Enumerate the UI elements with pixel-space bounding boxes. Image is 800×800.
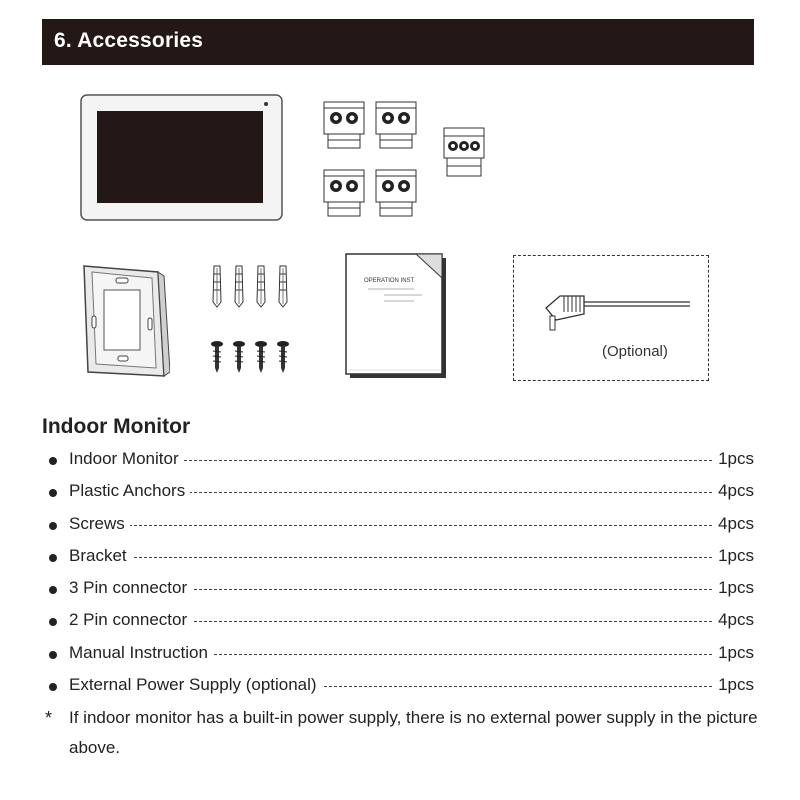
bullet-icon	[49, 489, 57, 497]
bullet-icon	[49, 683, 57, 691]
power-supply-box	[513, 255, 709, 381]
bullet-icon	[49, 586, 57, 594]
list-item	[42, 542, 762, 574]
item-quantity: 1pcs	[714, 643, 754, 663]
list-item	[42, 477, 762, 509]
section-header-title: 6. Accessories	[54, 29, 204, 52]
item-quantity: 1pcs	[714, 675, 754, 695]
item-label: 3 Pin connector	[69, 578, 192, 598]
item-quantity: 1pcs	[714, 449, 754, 469]
item-label: Bracket	[69, 546, 132, 566]
two-pin-connectors-image	[322, 100, 422, 222]
bullet-icon	[49, 651, 57, 659]
item-label: Indoor Monitor	[69, 449, 184, 469]
list-item	[42, 606, 762, 638]
list-item	[42, 574, 762, 606]
manual-cover-title: OPERATION INST	[364, 278, 415, 284]
plastic-anchors-image	[206, 264, 300, 308]
item-label: Manual Instruction	[69, 643, 213, 663]
item-quantity: 4pcs	[714, 481, 754, 501]
bullet-icon	[49, 522, 57, 530]
list-item	[42, 510, 762, 542]
indoor-monitor-image	[80, 94, 284, 222]
section-title: Indoor Monitor	[42, 415, 191, 438]
item-label: Screws	[69, 514, 130, 534]
three-pin-connector-image	[442, 126, 488, 182]
manual-instruction-image	[344, 252, 450, 382]
item-quantity: 1pcs	[714, 546, 754, 566]
bracket-image	[78, 262, 170, 380]
item-label: Plastic Anchors	[69, 481, 190, 501]
list-item	[42, 671, 762, 703]
leader-dashes	[69, 557, 712, 558]
accessory-list	[42, 445, 762, 703]
item-quantity: 4pcs	[714, 514, 754, 534]
section-header-bar	[42, 19, 754, 65]
bullet-icon	[49, 457, 57, 465]
screws-image	[206, 340, 300, 374]
list-item	[42, 639, 762, 671]
item-quantity: 1pcs	[714, 578, 754, 598]
leader-dashes	[69, 525, 712, 526]
footnote-marker: *	[45, 708, 53, 728]
item-label: External Power Supply (optional)	[69, 675, 322, 695]
item-quantity: 4pcs	[714, 610, 754, 630]
power-supply-optional-label: (Optional)	[602, 343, 668, 360]
list-item	[42, 445, 762, 477]
bullet-icon	[49, 618, 57, 626]
item-label: 2 Pin connector	[69, 610, 192, 630]
bullet-icon	[49, 554, 57, 562]
footnote-text: If indoor monitor has a built-in power supply, there is no external power supply in the picture above.	[69, 708, 758, 757]
